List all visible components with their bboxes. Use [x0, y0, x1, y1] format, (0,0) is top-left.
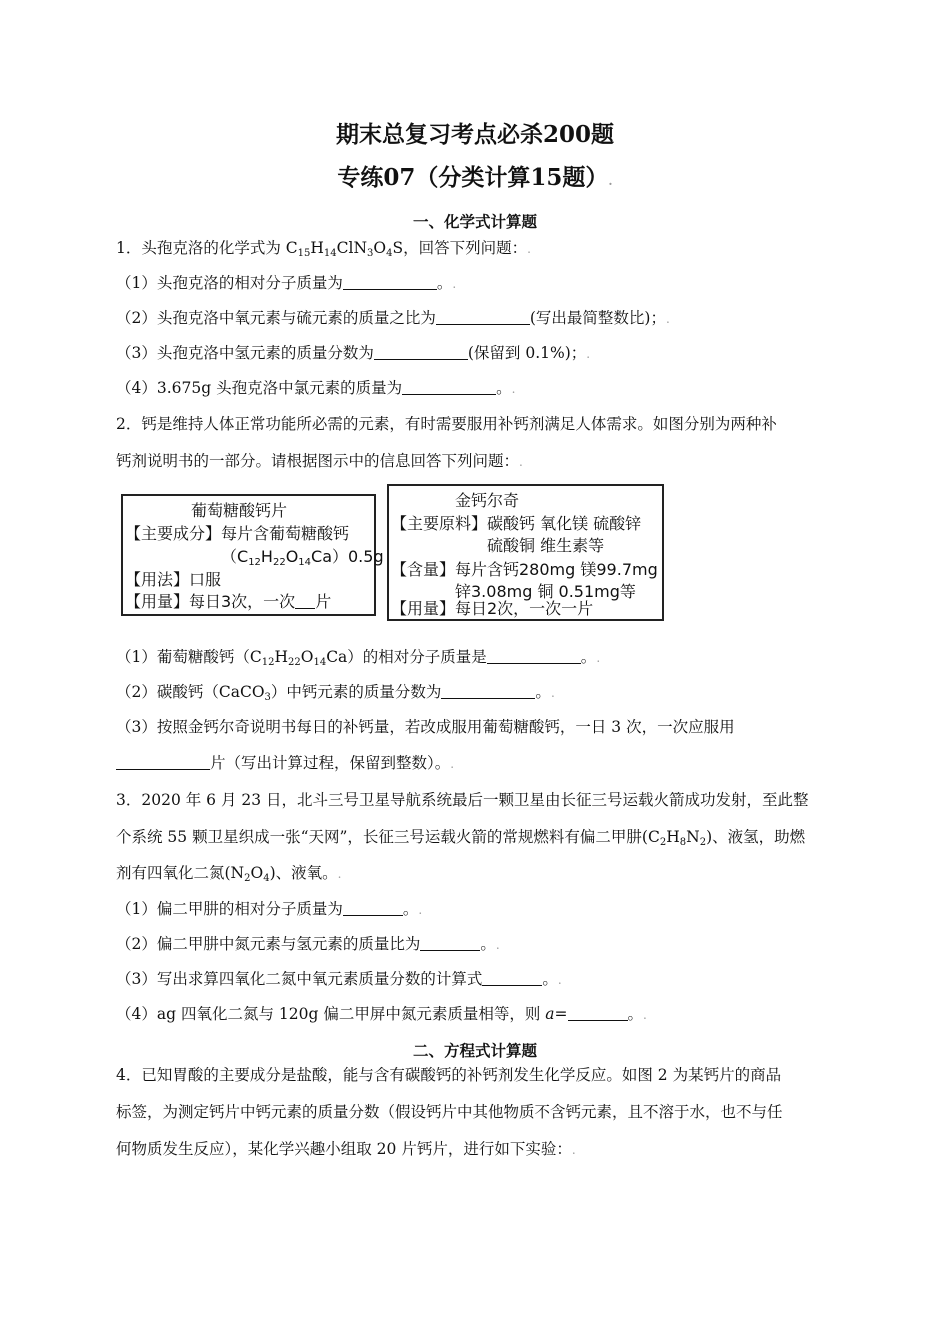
- paragraph-mark: .: [586, 347, 591, 361]
- q1-stem: [116, 236, 531, 258]
- sub-title: [0, 159, 950, 192]
- label-row: [221, 544, 384, 567]
- q3-stem-line1: 3．2020 年 6 月 23 日，北斗三号卫星导航系统最后一颗卫星由长征三号运载火箭成功发射，至此整: [116, 791, 809, 809]
- answer-blank[interactable]: [487, 649, 581, 664]
- paragraph-mark: .: [452, 277, 457, 291]
- sub: 3: [264, 692, 271, 703]
- paragraph-mark: .: [665, 312, 670, 326]
- formula-part: S: [392, 239, 404, 257]
- label-row: 【主要成分】每片含葡萄糖酸钙: [125, 524, 350, 543]
- q3-part2-text: （2）偏二甲肼中氮元素与氢元素的质量比为: [116, 935, 421, 953]
- paragraph-mark: .: [519, 455, 523, 469]
- answer-blank[interactable]: [116, 755, 210, 770]
- answer-blank[interactable]: [482, 971, 542, 986]
- label-row: [125, 589, 331, 612]
- main-title: 期末总复习考点必杀200题: [335, 121, 614, 148]
- sub: 12: [261, 657, 275, 668]
- answer-blank[interactable]: [441, 684, 535, 699]
- q2-part2-text: （2）碳酸钙（CaCO: [116, 683, 265, 701]
- paragraph-mark: .: [337, 867, 342, 881]
- q3-part2: [116, 932, 500, 954]
- q2-part2: [116, 680, 555, 702]
- label-row: 锌3.08mg 铜 0.51mg等: [455, 582, 636, 601]
- label-text: 【用量】每日3次，一次: [125, 592, 296, 611]
- q4-line1: 4．已知胃酸的主要成分是盐酸，能与含有碳酸钙的补钙剂发生化学反应。如图 2 为某钙片的商品: [116, 1066, 782, 1084]
- formula-part: H: [274, 648, 288, 666]
- paragraph-mark: .: [643, 1008, 647, 1022]
- q3-part1-text: （1）偏二甲肼的相对分子质量为: [116, 900, 343, 918]
- q3-stem-text: 个系统 55 颗卫星织成一张“天网”，长征三号运载火箭的常规燃料有偏二甲肼(C: [116, 828, 660, 846]
- label-text: H: [260, 547, 273, 566]
- label-row: 【用量】每日2次，一次一片: [391, 599, 594, 618]
- q1-part3-text: （3）头孢克洛中氢元素的质量分数为: [116, 344, 374, 362]
- answer-blank[interactable]: [402, 380, 496, 395]
- answer-blank[interactable]: [343, 901, 403, 916]
- paragraph-mark: .: [550, 686, 555, 700]
- sub: 22: [288, 657, 301, 668]
- paragraph-mark: .: [495, 938, 500, 952]
- sub: 2: [244, 873, 251, 884]
- label-title: 金钙尔奇: [455, 491, 520, 510]
- q1-part1-text: （1）头孢克洛的相对分子质量为: [116, 274, 343, 292]
- sub: 14: [298, 557, 312, 568]
- formula-part: O: [250, 864, 264, 882]
- q4-line3: [116, 1137, 576, 1159]
- formula-part: N: [686, 828, 700, 846]
- q1-stem-text: 1．头孢克洛的化学式为 C: [116, 239, 298, 257]
- q3-part3-end: 。: [542, 970, 558, 988]
- q3-part4: [116, 1002, 647, 1024]
- q2-part2-tail: ）中钙元素的质量分数为: [270, 683, 442, 701]
- q1-part3-end: (保留到 0.1%)；: [467, 344, 587, 362]
- sub: 15: [297, 248, 311, 259]
- q2-part3-text: 片（写出计算过程，保留到整数）。: [210, 754, 451, 772]
- q4-line2: 标签，为测定钙片中钙元素的质量分数（假设钙片中其他物质不含钙元素，且不溶于水，也不与任: [116, 1103, 783, 1121]
- q1-part4-end: 。: [496, 379, 512, 397]
- q2-part1: [116, 645, 600, 667]
- q1-part2-end: (写出最简整数比)；: [529, 309, 666, 327]
- sub: 4: [263, 873, 270, 884]
- paragraph-mark: .: [527, 242, 531, 256]
- paragraph-mark: .: [450, 757, 455, 771]
- q1-part1-end: 。: [436, 274, 453, 292]
- q1-part4: [116, 376, 515, 398]
- calcium-gluconate-label: [121, 494, 384, 616]
- sub: 2: [659, 837, 667, 848]
- label-row: 【主要原料】碳酸钙 氧化镁 硫酸锌: [391, 514, 642, 533]
- equals-sign: =: [554, 1005, 568, 1023]
- formula-part: H: [310, 239, 324, 257]
- formula-part: H: [666, 828, 680, 846]
- q2-stem-text: 钙剂说明书的一部分。请根据图示中的信息回答下列问题：: [116, 452, 520, 470]
- q1-part2-text: （2）头孢克洛中氧元素与硫元素的质量之比为: [116, 309, 436, 327]
- answer-blank[interactable]: [568, 1006, 628, 1021]
- label-blank: [295, 594, 315, 609]
- label-text: （C: [221, 547, 249, 566]
- q1-stem-tail: ，回答下列问题：: [403, 239, 528, 257]
- q1-part4-text: （4）3.675g 头孢克洛中氯元素的质量为: [116, 379, 403, 397]
- formula-part: ClN: [336, 239, 368, 257]
- q3-part2-end: 。: [480, 935, 496, 953]
- sub: 14: [323, 248, 337, 259]
- paragraph-mark: .: [511, 382, 516, 396]
- answer-blank[interactable]: [374, 345, 468, 360]
- q3-stem-text: 剂有四氧化二氮(N: [116, 864, 245, 882]
- label-text: 片: [315, 592, 332, 611]
- sub: 2: [699, 837, 707, 848]
- paragraph-mark: .: [571, 1143, 576, 1157]
- sub: 3: [367, 248, 374, 259]
- q4-line3-text: 何物质发生反应），某化学兴趣小组取 20 片钙片，进行如下实验：: [116, 1140, 572, 1158]
- q3-part4-text: （4）ag 四氧化二氮与 120g 偏二甲屏中氮元素质量相等，则: [116, 1005, 546, 1023]
- q3-stem-line2: [116, 825, 805, 847]
- q3-part4-end: 。: [627, 1005, 644, 1023]
- label-text: O: [285, 547, 299, 566]
- q2-part1-end: 。: [580, 648, 597, 666]
- sub: 12: [248, 557, 261, 568]
- q3-stem-tail: )、液氧。: [269, 864, 338, 882]
- section-heading-formula: 一、化学式计算题: [412, 212, 537, 231]
- label-title: 葡萄糖酸钙片: [191, 501, 288, 520]
- q2-part3-line2: [116, 751, 454, 773]
- sub: 8: [679, 837, 687, 848]
- q2-stem-line1: 2．钙是维持人体正常功能所必需的元素，有时需要服用补钙剂满足人体需求。如图分别为两种补: [116, 415, 777, 433]
- answer-blank[interactable]: [436, 310, 530, 325]
- q3-stem-tail: )、液氢，助燃: [706, 828, 806, 846]
- q3-part1: [116, 897, 422, 919]
- paragraph-mark: .: [418, 903, 423, 917]
- q2-part2-end: 。: [535, 683, 551, 701]
- answer-blank[interactable]: [420, 936, 480, 951]
- label-text: Ca）0.5g: [311, 547, 384, 566]
- paragraph-mark: .: [596, 651, 601, 665]
- q1-part2: [116, 306, 670, 328]
- q3-part3: [116, 967, 562, 989]
- sub-title-text: 专练07（分类计算15题）: [337, 164, 609, 191]
- q3-part3-text: （3）写出求算四氧化二氮中氧元素质量分数的计算式: [116, 970, 483, 988]
- answer-blank[interactable]: [343, 275, 437, 290]
- formula-part: O: [300, 648, 314, 666]
- formula-part: O: [373, 239, 387, 257]
- label-row: 硫酸铜 维生素等: [487, 536, 605, 555]
- paragraph-mark: .: [608, 174, 613, 188]
- section-heading-equation: 二、方程式计算题: [412, 1041, 537, 1060]
- q3-stem-line3: [116, 861, 341, 883]
- q2-part1-text: （1）葡萄糖酸钙（C: [116, 648, 262, 666]
- q2-stem-line2: [116, 449, 523, 471]
- golden-calcium-label: [387, 484, 664, 621]
- label-row: 【用法】口服: [125, 570, 222, 589]
- q2-part1-tail: Ca）的相对分子质量是: [326, 648, 487, 666]
- label-row: 【含量】每片含钙280mg 镁99.7mg: [391, 560, 658, 579]
- sub: 14: [313, 657, 327, 668]
- q3-part1-end: 。: [402, 900, 419, 918]
- q1-part3: [116, 341, 590, 363]
- q2-part3-line1: （3）按照金钙尔奇说明书每日的补钙量，若改成服用葡萄糖酸钙，一日 3 次，一次应服用: [116, 718, 735, 736]
- q1-part1: [116, 271, 456, 293]
- paragraph-mark: .: [557, 973, 562, 987]
- sub: 4: [386, 248, 393, 259]
- sub: 22: [272, 557, 286, 568]
- variable-a: a: [545, 1005, 555, 1023]
